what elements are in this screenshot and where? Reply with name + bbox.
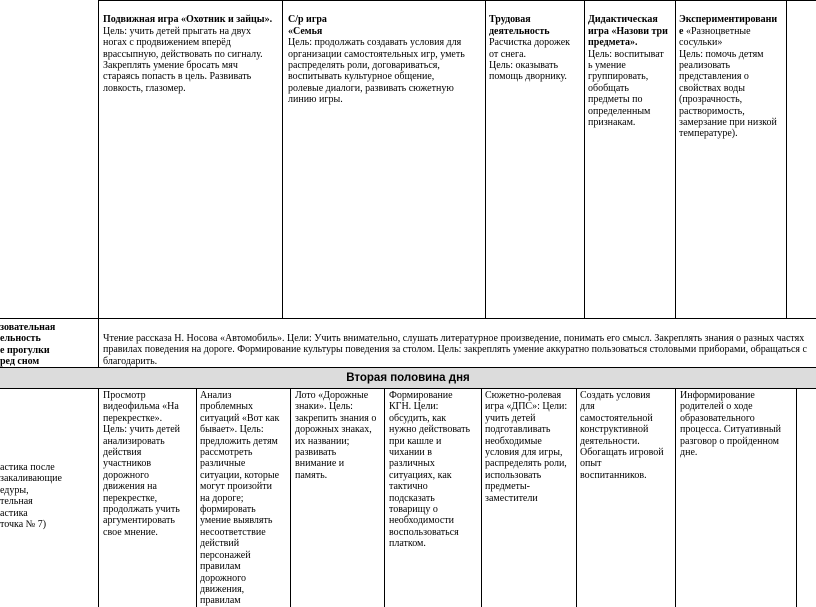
row-divider	[0, 318, 816, 319]
column-divider	[796, 388, 797, 607]
column-divider	[290, 388, 291, 607]
column-divider	[675, 388, 676, 607]
outdoor-game-title: Подвижная игра «Охотник и зайцы».	[103, 14, 273, 26]
role-play-title: С/р игра «Семья	[288, 14, 327, 37]
outdoor-game-cell	[103, 3, 281, 94]
bottom-cell-video: Просмотр видеофильма «На перекрестке». Цель: учить детей анализировать действия участников дорожного движения на перекрестке, продолжать учить аргументировать свое мнение.	[103, 390, 180, 538]
column-divider	[98, 0, 99, 367]
middle-left-label: зовательная ельность е прогулки ред сном	[0, 322, 56, 368]
outdoor-game-body: Цель: учить детей прыгать на двух ногах с продвижением вперёд врассыпную, действовать по сигналу. Закреплять умение бросать мяч стараясь попасть в цель. Развивать ловкость, глазомер.	[103, 25, 263, 94]
column-divider	[98, 388, 99, 607]
labor-cell	[489, 3, 583, 83]
experiment-title: Экспериментировани е	[679, 14, 778, 37]
column-divider	[481, 388, 482, 607]
labor-title: Трудовая деятельность	[489, 14, 550, 37]
bottom-cell-role-play: Сюжетно-ролевая игра «ДПС»: Цели: учить детей подготавливать необходимые условия для игры, распределять роли, использовать предметы- заместители	[485, 390, 568, 504]
column-divider	[584, 0, 585, 318]
column-divider	[675, 0, 676, 318]
bottom-cell-constructive: Создать условия для самостоятельной конструктивной деятельности. Обогащать игровой опыт воспитанников.	[580, 390, 664, 481]
bottom-cell-problem-situations: Анализ проблемных ситуаций «Вот как бывает». Цель: предложить детям рассмотреть различные ситуации, которые могут произойти на дороге; формировать умение выявлять несоответствие действий персонажей правилам дорожного движения, правилам	[200, 390, 280, 607]
bottom-cell-lotto: Лото «Дорожные знаки». Цель: закрепить знания о дорожных знаках, их названии; развивать внимание и память.	[295, 390, 377, 481]
column-divider	[485, 0, 486, 318]
role-play-cell	[288, 3, 484, 106]
bottom-cell-hygiene: Формирование КГН. Цели: обсудить, как нужно действовать при кашле и чихании в различных ситуациях, как тактично подсказать товарищу о необходимости воспользоваться платком.	[389, 390, 471, 550]
table-top-border	[98, 0, 816, 1]
bottom-cell-parents: Информирование родителей о ходе образовательного процесса. Ситуативный разговор о пройденном дне.	[680, 390, 782, 459]
bottom-left-label: астика после закаливающие едуры, тельная астика точка № 7)	[0, 462, 62, 531]
column-divider	[196, 388, 197, 607]
reading-activity-text: Чтение рассказа Н. Носова «Автомобиль». Цели: Учить внимательно, слушать литературное произведение, понимать его смысл. Закреплять знания о разных частях правилах поведения на дороге. Формирование культуры поведения за столом. Цель: закреплять умение аккуратно пользоваться столовыми приборами, обращаться с благодарить.	[103, 333, 807, 367]
experiment-body: «Разноцветные сосульки» Цель: помочь детям реализовать представления о свойствах воды (прозрачность, растворимость, замерзание при низкой температуре).	[679, 25, 777, 140]
column-divider	[576, 388, 577, 607]
didactic-cell	[588, 3, 674, 128]
experiment-cell	[679, 3, 785, 140]
labor-body: Расчистка дорожек от снега. Цель: оказывать помощь дворнику.	[489, 37, 570, 83]
second-half-band: Вторая половина дня	[0, 368, 816, 388]
column-divider	[384, 388, 385, 607]
didactic-body: Цель: воспитыват ь умение группировать, обобщать предметы по определенным признакам.	[588, 48, 664, 129]
column-divider	[786, 0, 787, 318]
column-divider	[282, 0, 283, 318]
role-play-body: Цель: продолжать создавать условия для организации самостоятельных игр, уметь распределять роли, договариваться, воспитывать культурное общение, ролевые диалоги, развивать сюжетную линию игры.	[288, 37, 465, 106]
row-divider	[0, 388, 816, 389]
didactic-title: Дидактическая игра «Назови три предмета».	[588, 14, 668, 49]
